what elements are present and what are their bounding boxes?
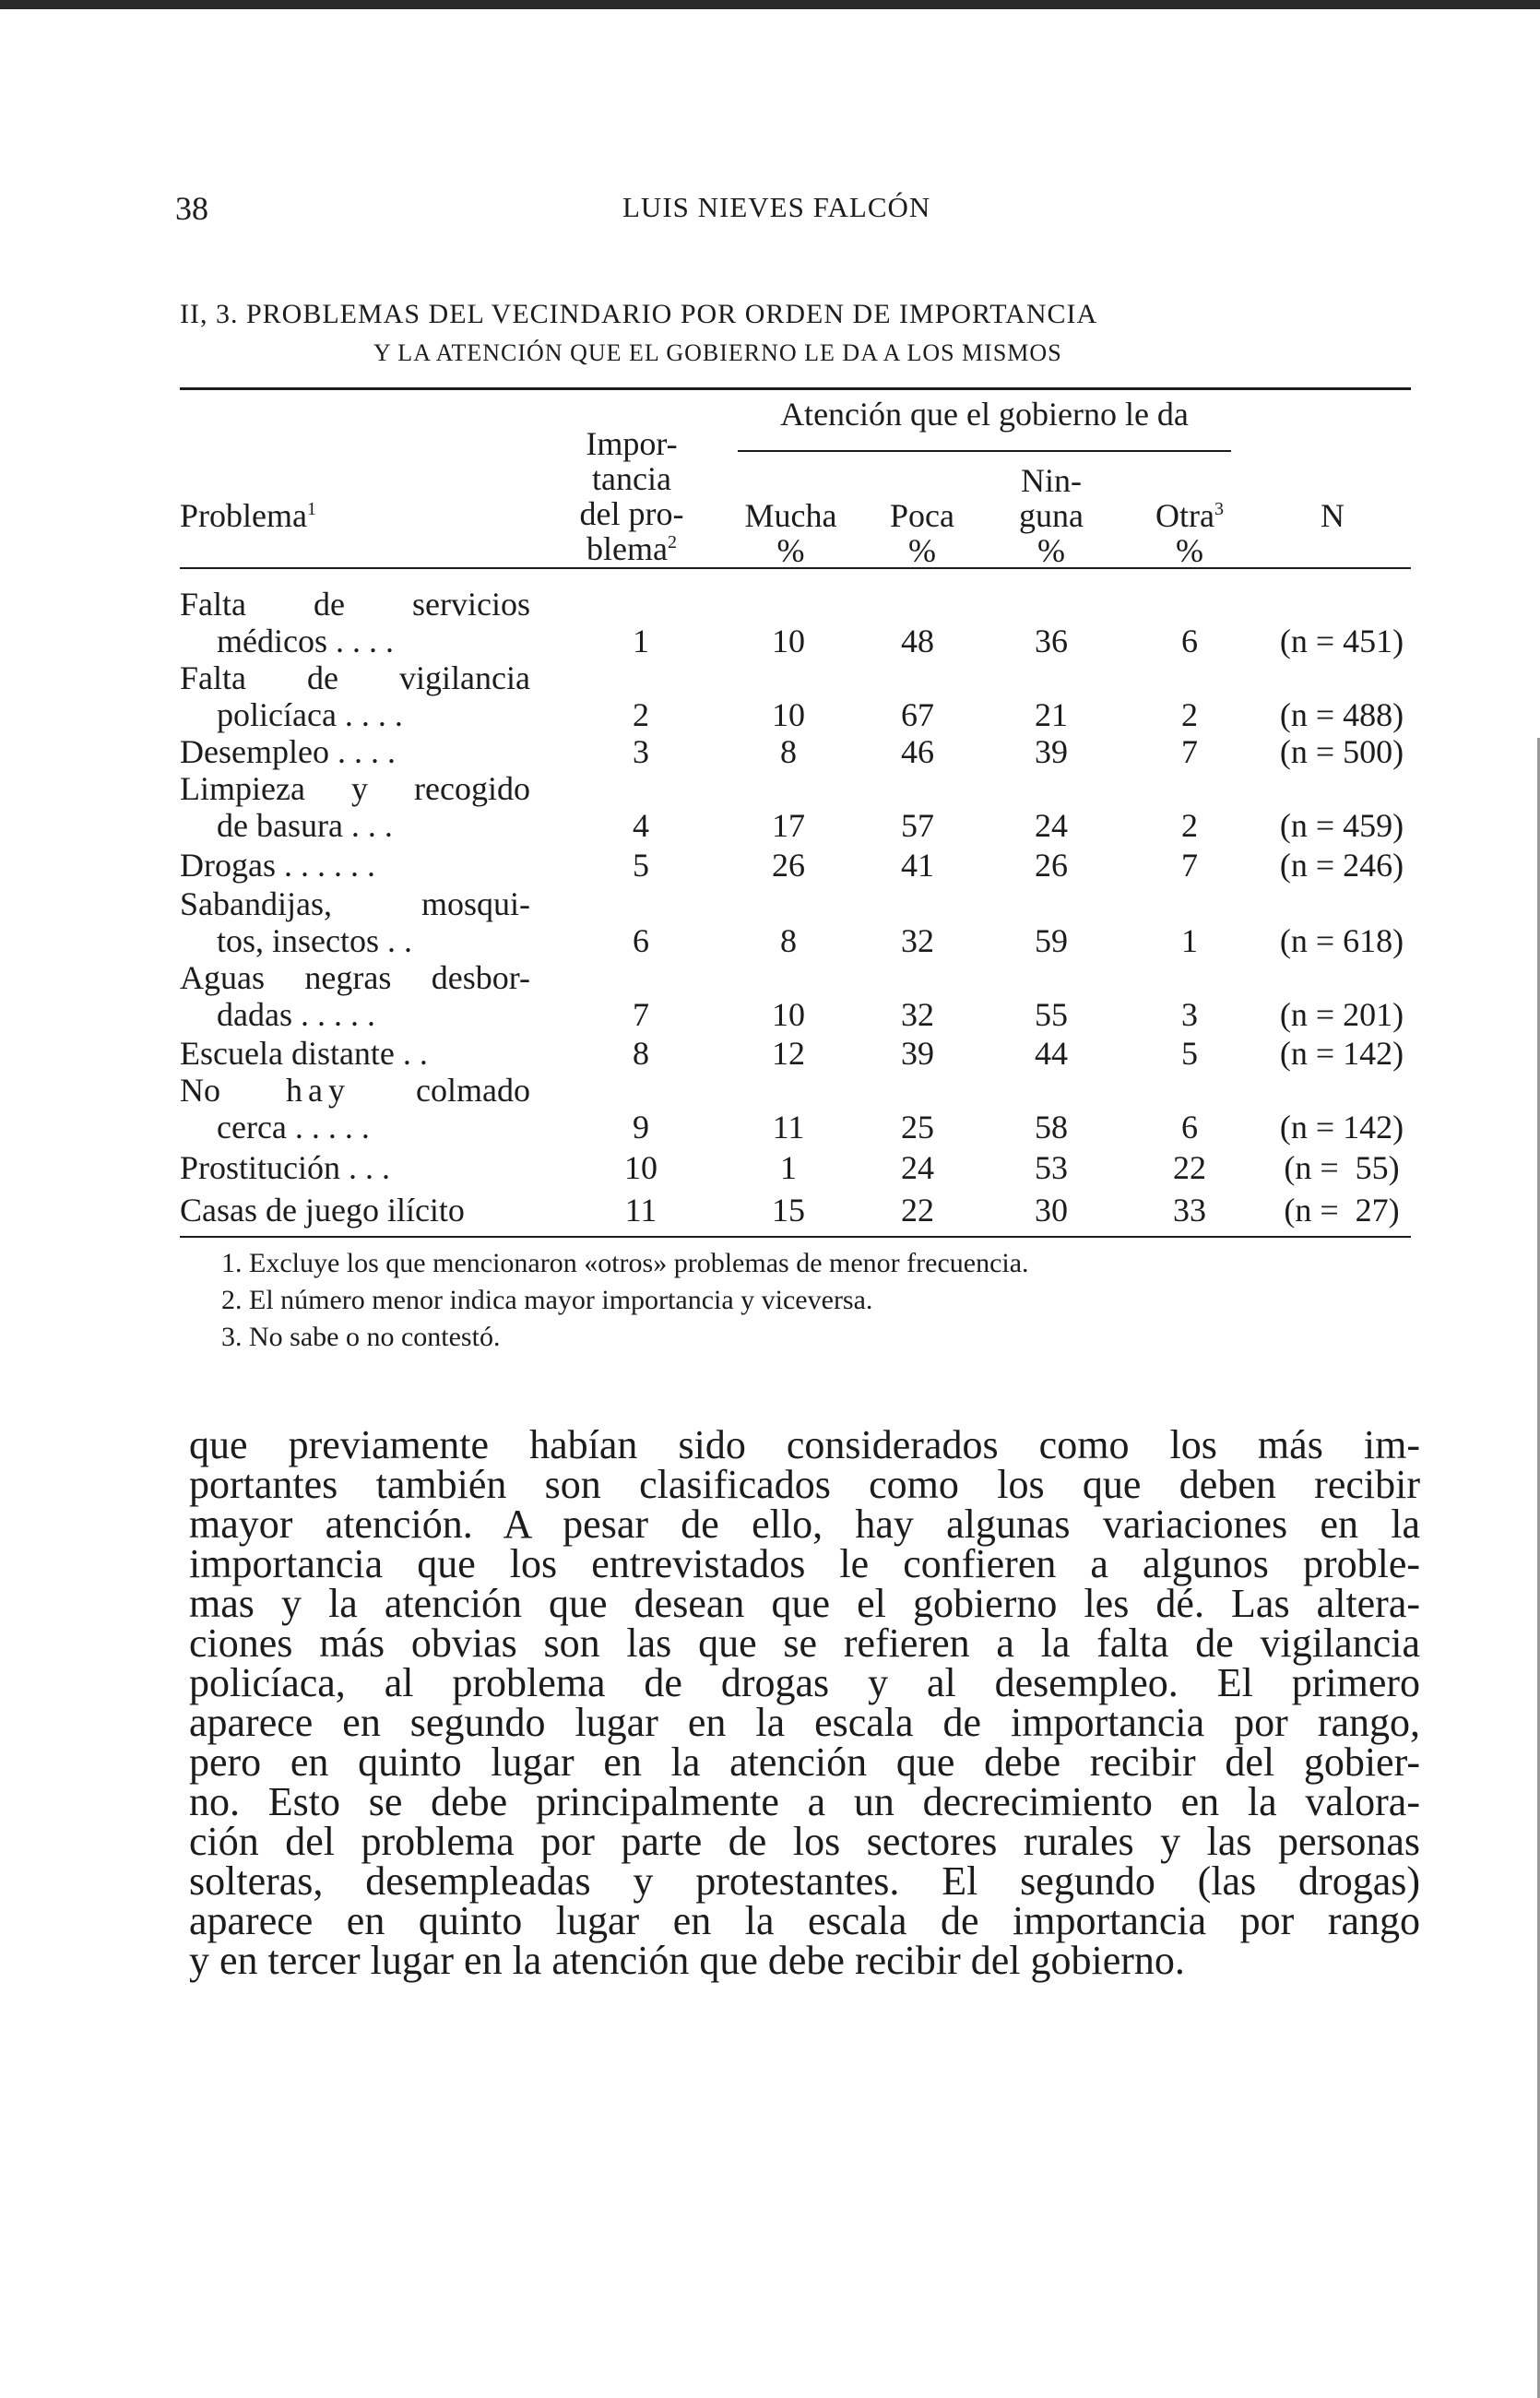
col-mucha-unit: % bbox=[776, 532, 805, 569]
label-line: dadas . . . . . bbox=[217, 996, 375, 1033]
cell-otra: 1 bbox=[1181, 922, 1198, 959]
cell-ninguna: 39 bbox=[1035, 733, 1068, 770]
cell-n: (n = 201) bbox=[1279, 996, 1404, 1033]
cell-importancia: 4 bbox=[633, 807, 649, 844]
table-row-label bbox=[180, 1192, 530, 1229]
table-row-label bbox=[180, 847, 530, 884]
cell-otra: 5 bbox=[1181, 1035, 1198, 1072]
cell-n: (n = 142) bbox=[1279, 1035, 1404, 1072]
cell-otra: 2 bbox=[1181, 696, 1198, 733]
body-line: importancia que los entrevistados le confieren a algunos proble- bbox=[189, 1541, 1420, 1586]
page-number: 38 bbox=[175, 190, 208, 227]
cell-ninguna: 44 bbox=[1035, 1035, 1068, 1072]
cell-otra: 6 bbox=[1181, 1109, 1198, 1146]
cell-n: (n = 618) bbox=[1279, 922, 1404, 959]
cell-mucha: 10 bbox=[772, 623, 805, 659]
body-line: no. Esto se debe principalmente a un decrecimiento en la valora- bbox=[189, 1779, 1420, 1824]
cell-mucha: 1 bbox=[780, 1149, 797, 1186]
label-line: Aguas negras desbor- bbox=[180, 959, 530, 996]
col-otra-unit: % bbox=[1176, 532, 1203, 569]
label-line: Limpieza y recogido bbox=[180, 770, 530, 807]
col-importancia-line: Impor- bbox=[586, 425, 678, 462]
label-line: Prostitución . . . bbox=[180, 1149, 391, 1186]
body-line: que previamente habían sido considerados como los más im- bbox=[189, 1422, 1420, 1467]
label-line: Escuela distante . . bbox=[180, 1035, 428, 1072]
table-title-line-2: Y LA ATENCIÓN QUE EL GOBIERNO LE DA A LOS MISMOS bbox=[373, 339, 1062, 366]
cell-otra: 3 bbox=[1181, 996, 1198, 1033]
table-row-label bbox=[180, 659, 530, 733]
cell-ninguna: 55 bbox=[1035, 996, 1068, 1033]
cell-n: (n = 451) bbox=[1279, 623, 1404, 659]
cell-mucha: 17 bbox=[772, 807, 805, 844]
label-line: No hay colmado bbox=[180, 1072, 530, 1109]
cell-ninguna: 36 bbox=[1035, 623, 1068, 659]
footnote: 3. No sabe o no contestó. bbox=[221, 1322, 501, 1352]
col-header-poca bbox=[867, 498, 977, 568]
col-problema-label: Problema bbox=[180, 497, 307, 534]
col-header-otra bbox=[1130, 498, 1250, 568]
label-line: Falta de servicios bbox=[180, 586, 530, 623]
cell-poca: 24 bbox=[901, 1149, 934, 1186]
cell-importancia: 3 bbox=[633, 733, 649, 770]
cell-poca: 57 bbox=[901, 807, 934, 844]
cell-importancia: 2 bbox=[633, 696, 649, 733]
col-ninguna-line: guna bbox=[1019, 497, 1084, 534]
cell-importancia: 1 bbox=[633, 623, 649, 659]
col-poca-label: Poca bbox=[890, 497, 954, 534]
cell-importancia: 11 bbox=[624, 1192, 657, 1229]
cell-ninguna: 24 bbox=[1035, 807, 1068, 844]
cell-n: (n = 55) bbox=[1284, 1149, 1400, 1186]
body-line: solteras, desempleadas y protestantes. El segundo (las drogas) bbox=[189, 1858, 1420, 1904]
cell-otra: 7 bbox=[1181, 847, 1198, 884]
table-row-label bbox=[180, 1149, 530, 1186]
label-line: cerca . . . . . bbox=[217, 1109, 370, 1146]
label-line: médicos . . . . bbox=[217, 623, 394, 659]
table-row-label bbox=[180, 885, 530, 959]
cell-ninguna: 30 bbox=[1035, 1192, 1068, 1229]
cell-importancia: 7 bbox=[633, 996, 649, 1033]
cell-ninguna: 53 bbox=[1035, 1149, 1068, 1186]
body-line: pero en quinto lugar en la atención que debe recibir del gobier- bbox=[189, 1739, 1420, 1785]
footnote-ref-2: 2 bbox=[667, 532, 677, 552]
cell-mucha: 15 bbox=[772, 1192, 805, 1229]
col-importancia-line: blema bbox=[586, 530, 668, 567]
col-header-ninguna bbox=[996, 463, 1107, 568]
table-top-rule bbox=[180, 387, 1411, 390]
table-row-label bbox=[180, 733, 530, 770]
cell-poca: 32 bbox=[901, 922, 934, 959]
cell-otra: 7 bbox=[1181, 733, 1198, 770]
cell-poca: 67 bbox=[901, 696, 934, 733]
body-paragraph bbox=[189, 1422, 1420, 1983]
cell-mucha: 10 bbox=[772, 696, 805, 733]
body-line: portantes también son clasificados como los que deben recibir bbox=[189, 1462, 1420, 1507]
footnote: 2. El número menor indica mayor importancia y viceversa. bbox=[221, 1285, 873, 1315]
body-line: ciones más obvias son las que se refieren a la falta de vigilancia bbox=[189, 1620, 1420, 1666]
cell-importancia: 5 bbox=[633, 847, 649, 884]
cell-importancia: 10 bbox=[624, 1149, 657, 1186]
cell-poca: 39 bbox=[901, 1035, 934, 1072]
label-line: Sabandijas, mosqui- bbox=[180, 885, 530, 922]
table-footnotes bbox=[221, 1245, 1029, 1356]
col-ninguna-line: Nin- bbox=[1021, 462, 1082, 499]
col-otra-label: Otra bbox=[1155, 497, 1214, 534]
table-row-label bbox=[180, 1072, 530, 1146]
col-header-problema bbox=[180, 498, 316, 533]
body-line: y en tercer lugar en la atención que debe recibir del gobierno. bbox=[189, 1938, 1185, 1983]
cell-mucha: 8 bbox=[780, 922, 797, 959]
cell-poca: 41 bbox=[901, 847, 934, 884]
table-row-label bbox=[180, 586, 530, 659]
col-ninguna-unit: % bbox=[1037, 532, 1065, 569]
cell-n: (n = 142) bbox=[1279, 1109, 1404, 1146]
table-row-label bbox=[180, 770, 530, 844]
footnote-ref-3: 3 bbox=[1214, 499, 1224, 519]
top-border bbox=[0, 0, 1540, 9]
cell-n: (n = 246) bbox=[1279, 847, 1404, 884]
col-importancia-line: del pro- bbox=[579, 495, 684, 532]
col-header-n: N bbox=[1321, 497, 1345, 534]
cell-otra: 22 bbox=[1173, 1149, 1206, 1186]
col-importancia-line: tancia bbox=[592, 460, 671, 497]
cell-poca: 22 bbox=[901, 1192, 934, 1229]
col-header-importancia bbox=[563, 426, 701, 566]
label-line: policíaca . . . . bbox=[217, 696, 403, 733]
cell-poca: 48 bbox=[901, 623, 934, 659]
table-title bbox=[180, 295, 1379, 373]
cell-otra: 33 bbox=[1173, 1192, 1206, 1229]
cell-importancia: 6 bbox=[633, 922, 649, 959]
cell-poca: 32 bbox=[901, 996, 934, 1033]
table-bottom-rule bbox=[180, 1236, 1411, 1238]
label-line: de basura . . . bbox=[217, 807, 393, 844]
cell-n: (n = 27) bbox=[1284, 1192, 1400, 1229]
body-line: mas y la atención que desean que el gobierno les dé. Las altera- bbox=[189, 1581, 1420, 1626]
group-header-rule bbox=[738, 450, 1231, 452]
label-line: Falta de vigilancia bbox=[180, 659, 530, 696]
cell-importancia: 8 bbox=[633, 1035, 649, 1072]
footnote-ref-1: 1 bbox=[306, 499, 316, 519]
cell-mucha: 8 bbox=[780, 733, 797, 770]
body-line: aparece en quinto lugar en la escala de importancia por rango bbox=[189, 1898, 1420, 1943]
body-line: policíaca, al problema de drogas y al desempleo. El primero bbox=[189, 1660, 1420, 1705]
body-line: ción del problema por parte de los sectores rurales y las personas bbox=[189, 1819, 1420, 1864]
cell-n: (n = 488) bbox=[1279, 696, 1404, 733]
col-header-mucha bbox=[729, 498, 853, 568]
cell-mucha: 10 bbox=[772, 996, 805, 1033]
table-title-line-1: II, 3. PROBLEMAS DEL VECINDARIO POR ORDEN DE IMPORTANCIA bbox=[180, 299, 1098, 329]
footnote: 1. Excluye los que mencionaron «otros» problemas de menor frecuencia. bbox=[221, 1248, 1029, 1278]
cell-otra: 2 bbox=[1181, 807, 1198, 844]
col-poca-unit: % bbox=[908, 532, 936, 569]
table-row-label bbox=[180, 1035, 530, 1072]
cell-ninguna: 21 bbox=[1035, 696, 1068, 733]
body-line: mayor atención. A pesar de ello, hay algunas variaciones en la bbox=[189, 1502, 1420, 1547]
cell-ninguna: 26 bbox=[1035, 847, 1068, 884]
cell-ninguna: 58 bbox=[1035, 1109, 1068, 1146]
table-row-label bbox=[180, 959, 530, 1033]
cell-mucha: 11 bbox=[772, 1109, 805, 1146]
label-line: Casas de juego ilícito bbox=[180, 1192, 465, 1229]
cell-poca: 46 bbox=[901, 733, 934, 770]
cell-ninguna: 59 bbox=[1035, 922, 1068, 959]
col-mucha-label: Mucha bbox=[744, 497, 837, 534]
label-line: Drogas . . . . . . bbox=[180, 847, 375, 884]
cell-n: (n = 500) bbox=[1279, 733, 1404, 770]
label-line: tos, insectos . . bbox=[217, 922, 412, 959]
cell-n: (n = 459) bbox=[1279, 807, 1404, 844]
running-head: LUIS NIEVES FALCÓN bbox=[622, 191, 931, 223]
cell-mucha: 26 bbox=[772, 847, 805, 884]
cell-mucha: 12 bbox=[772, 1035, 805, 1072]
cell-importancia: 9 bbox=[633, 1109, 649, 1146]
body-line: aparece en segundo lugar en la escala de importancia por rango, bbox=[189, 1700, 1420, 1745]
group-header: Atención que el gobierno le da bbox=[780, 396, 1189, 433]
cell-otra: 6 bbox=[1181, 623, 1198, 659]
cell-poca: 25 bbox=[901, 1109, 934, 1146]
label-line: Desempleo . . . . bbox=[180, 733, 396, 770]
